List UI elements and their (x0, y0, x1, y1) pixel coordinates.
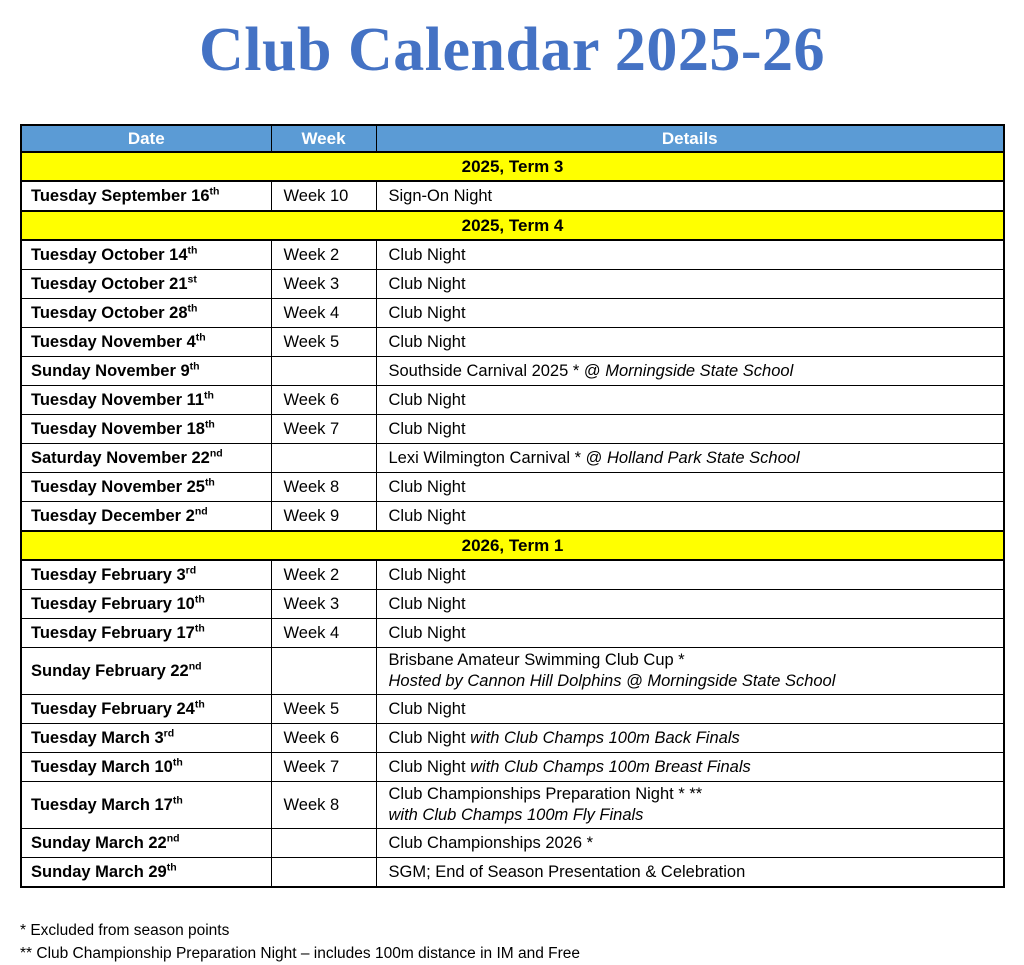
detail-text: Club Night (388, 757, 471, 776)
detail-line (389, 506, 994, 527)
detail-line (389, 245, 994, 266)
detail-text: Morningside State School (605, 361, 794, 380)
detail-line (389, 784, 994, 805)
detail-line (389, 833, 994, 854)
details-cell (376, 415, 1004, 444)
details-cell (376, 328, 1004, 357)
detail-text: Club Night (388, 390, 466, 409)
table-row (21, 181, 1004, 211)
ordinal-suffix: th (194, 622, 205, 635)
section-row (21, 531, 1004, 560)
ordinal-suffix: th (195, 331, 206, 344)
week-cell: Week 10 (271, 181, 376, 211)
week-cell: Week 4 (271, 299, 376, 328)
ordinal-suffix: th (204, 476, 215, 489)
date-cell: Tuesday February 10th (21, 590, 271, 619)
table-row (21, 502, 1004, 532)
details-cell (376, 560, 1004, 590)
date-cell: Tuesday October 21st (21, 270, 271, 299)
ordinal-suffix: th (209, 185, 220, 198)
date-cell: Tuesday December 2nd (21, 502, 271, 532)
details-cell (376, 829, 1004, 858)
detail-line (389, 477, 994, 498)
week-cell: Week 3 (271, 590, 376, 619)
date-cell: Tuesday November 18th (21, 415, 271, 444)
detail-text: Club Night (388, 565, 466, 584)
date-cell: Tuesday February 24th (21, 695, 271, 724)
table-row (21, 782, 1004, 829)
table-row (21, 415, 1004, 444)
table-row (21, 858, 1004, 888)
detail-line (389, 390, 994, 411)
table-row (21, 648, 1004, 695)
detail-line (389, 332, 994, 353)
detail-line (389, 186, 994, 207)
table-row (21, 473, 1004, 502)
ordinal-suffix: th (194, 593, 205, 606)
table-row (21, 240, 1004, 270)
column-header-details: Details (376, 125, 1004, 152)
details-cell (376, 386, 1004, 415)
detail-text: Lexi Wilmington Carnival * @ (388, 448, 607, 467)
detail-line (389, 361, 994, 382)
week-cell: Week 9 (271, 502, 376, 532)
details-cell (376, 240, 1004, 270)
week-cell: Week 3 (271, 270, 376, 299)
week-cell: Week 6 (271, 386, 376, 415)
ordinal-suffix: nd (188, 660, 202, 673)
ordinal-suffix: th (172, 756, 183, 769)
section-label: 2025, Term 3 (21, 152, 1004, 181)
detail-text: Club Night (388, 728, 471, 747)
table-row (21, 386, 1004, 415)
detail-line (389, 448, 994, 469)
ordinal-suffix: th (189, 360, 200, 373)
details-cell (376, 299, 1004, 328)
date-cell: Tuesday November 4th (21, 328, 271, 357)
details-cell (376, 858, 1004, 888)
detail-line (389, 671, 994, 692)
table-row (21, 753, 1004, 782)
table-row (21, 590, 1004, 619)
detail-text: Holland Park State School (607, 448, 800, 467)
details-cell (376, 270, 1004, 299)
detail-text: with Club Champs 100m Back Finals (470, 728, 740, 747)
date-cell: Tuesday October 28th (21, 299, 271, 328)
details-cell (376, 648, 1004, 695)
header-row (21, 125, 1004, 152)
detail-text: Club Night (388, 274, 466, 293)
week-cell (271, 444, 376, 473)
date-cell: Tuesday November 25th (21, 473, 271, 502)
ordinal-suffix: th (187, 244, 198, 257)
details-cell (376, 590, 1004, 619)
details-cell (376, 724, 1004, 753)
club-calendar-table (20, 124, 1005, 888)
date-cell: Tuesday March 17th (21, 782, 271, 829)
date-cell: Sunday March 29th (21, 858, 271, 888)
footnote-prep-night: ** Club Championship Preparation Night – includes 100m distance in IM and Free (20, 945, 581, 962)
table-row (21, 357, 1004, 386)
date-cell: Tuesday September 16th (21, 181, 271, 211)
ordinal-suffix: nd (194, 505, 208, 518)
details-cell (376, 619, 1004, 648)
week-cell (271, 648, 376, 695)
table-row (21, 560, 1004, 590)
detail-text: with Club Champs 100m Breast Finals (470, 757, 751, 776)
ordinal-suffix: th (166, 861, 177, 874)
detail-text: SGM; End of Season Presentation & Celebration (388, 862, 746, 881)
detail-text: Club Night (388, 506, 466, 525)
section-label: 2025, Term 4 (21, 211, 1004, 240)
date-cell: Tuesday November 11th (21, 386, 271, 415)
ordinal-suffix: th (187, 302, 198, 315)
week-cell (271, 829, 376, 858)
date-cell: Tuesday February 3rd (21, 560, 271, 590)
detail-text: Club Night (388, 477, 466, 496)
ordinal-suffix: th (204, 389, 214, 402)
week-cell: Week 5 (271, 695, 376, 724)
week-cell: Week 6 (271, 724, 376, 753)
details-cell (376, 181, 1004, 211)
date-cell: Tuesday March 3rd (21, 724, 271, 753)
details-cell (376, 695, 1004, 724)
details-cell (376, 444, 1004, 473)
detail-text: Hosted by Cannon Hill Dolphins @ Morningside State School (388, 672, 836, 690)
detail-line (389, 565, 994, 586)
table-row (21, 270, 1004, 299)
detail-text: Brisbane Amateur Swimming Club Cup * (388, 651, 685, 669)
week-cell: Week 8 (271, 473, 376, 502)
table-row (21, 619, 1004, 648)
table-row (21, 328, 1004, 357)
table-row (21, 724, 1004, 753)
week-cell: Week 7 (271, 415, 376, 444)
detail-text: Southside Carnival 2025 * @ (388, 361, 606, 380)
detail-text: Club Night (388, 623, 466, 642)
detail-line (389, 419, 994, 440)
detail-text: Club Night (388, 699, 466, 718)
week-cell (271, 858, 376, 888)
detail-line (389, 650, 994, 671)
footnotes (20, 919, 1024, 965)
date-cell: Tuesday March 10th (21, 753, 271, 782)
ordinal-suffix: rd (185, 564, 197, 577)
calendar-table-body (21, 152, 1004, 887)
footnote-season-points: * Excluded from season points (20, 922, 230, 939)
detail-text: Club Night (388, 245, 466, 264)
date-cell: Tuesday February 17th (21, 619, 271, 648)
detail-text: Club Night (388, 419, 466, 438)
detail-line (389, 862, 994, 883)
week-cell: Week 7 (271, 753, 376, 782)
detail-line (389, 805, 994, 826)
detail-line (389, 594, 994, 615)
detail-text: Club Championships Preparation Night * ** (388, 785, 703, 803)
section-row (21, 152, 1004, 181)
week-cell (271, 357, 376, 386)
detail-line (389, 757, 994, 778)
week-cell: Week 4 (271, 619, 376, 648)
week-cell: Week 2 (271, 560, 376, 590)
detail-line (389, 623, 994, 644)
table-row (21, 444, 1004, 473)
ordinal-suffix: nd (209, 447, 223, 460)
detail-text: Sign-On Night (388, 186, 493, 205)
date-cell: Sunday November 9th (21, 357, 271, 386)
detail-line (389, 728, 994, 749)
week-cell: Week 2 (271, 240, 376, 270)
detail-line (389, 303, 994, 324)
date-cell: Saturday November 22nd (21, 444, 271, 473)
ordinal-suffix: st (187, 273, 197, 286)
ordinal-suffix: th (194, 698, 205, 711)
page-title: Club Calendar 2025-26 (199, 16, 825, 84)
details-cell (376, 753, 1004, 782)
detail-line (389, 274, 994, 295)
detail-text: Club Night (388, 303, 466, 322)
column-header-date: Date (21, 125, 271, 152)
ordinal-suffix: th (204, 418, 215, 431)
date-cell: Tuesday October 14th (21, 240, 271, 270)
table-row (21, 829, 1004, 858)
section-row (21, 211, 1004, 240)
table-row (21, 695, 1004, 724)
details-cell (376, 782, 1004, 829)
detail-text: with Club Champs 100m Fly Finals (388, 806, 644, 824)
details-cell (376, 502, 1004, 532)
date-cell: Sunday February 22nd (21, 648, 271, 695)
table-row (21, 299, 1004, 328)
details-cell (376, 357, 1004, 386)
detail-line (389, 699, 994, 720)
ordinal-suffix: nd (166, 832, 180, 845)
detail-text: Club Night (388, 594, 466, 613)
column-header-week: Week (271, 125, 376, 152)
detail-text: Club Championships 2026 * (388, 833, 594, 852)
detail-text: Club Night (388, 332, 466, 351)
section-label: 2026, Term 1 (21, 531, 1004, 560)
week-cell: Week 8 (271, 782, 376, 829)
details-cell (376, 473, 1004, 502)
ordinal-suffix: th (172, 794, 183, 807)
ordinal-suffix: rd (163, 727, 175, 740)
date-cell: Sunday March 22nd (21, 829, 271, 858)
week-cell: Week 5 (271, 328, 376, 357)
